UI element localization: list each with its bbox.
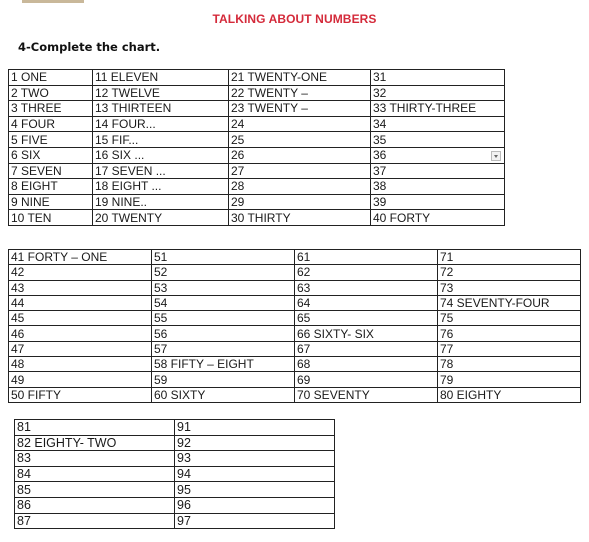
cell-text: 76 <box>440 326 454 341</box>
cell-text: 86 <box>17 498 31 513</box>
cell-text: 94 <box>177 467 191 482</box>
table-cell[interactable] <box>229 132 371 148</box>
table-cell[interactable] <box>15 435 175 451</box>
table-cell[interactable] <box>229 101 371 117</box>
cell-text: 59 <box>154 372 168 387</box>
table-cell[interactable] <box>229 179 371 195</box>
cell-text: 14 FOUR... <box>95 117 156 132</box>
cell-text: 15 FIF... <box>95 132 139 147</box>
table-row <box>9 311 581 326</box>
cell-text: 23 TWENTY – <box>231 101 308 116</box>
table-cell[interactable] <box>295 341 438 356</box>
exercise-instruction: 4-Complete the chart. <box>18 40 161 54</box>
table-cell[interactable] <box>15 420 175 436</box>
cell-text: 13 THIRTEEN <box>95 101 172 116</box>
cell-text: 69 <box>297 372 311 387</box>
cell-text: 56 <box>154 326 168 341</box>
table-row <box>9 70 505 86</box>
cell-text: 77 <box>440 341 454 356</box>
cell-text: 48 <box>11 357 25 372</box>
cell-text: 46 <box>11 326 25 341</box>
table-cell[interactable] <box>152 387 295 402</box>
cell-text: 35 <box>373 132 387 147</box>
cell-text: 84 <box>17 467 31 482</box>
table-row <box>15 466 335 482</box>
cell-text: 85 <box>17 482 31 497</box>
table-cell[interactable] <box>371 70 505 86</box>
table-cell[interactable] <box>438 250 581 265</box>
table-cell[interactable] <box>93 147 229 163</box>
table-cell[interactable] <box>93 194 229 210</box>
cell-text: 10 TEN <box>11 210 52 225</box>
table-cell[interactable] <box>175 420 335 436</box>
table-cell[interactable] <box>438 357 581 372</box>
table-cell[interactable] <box>438 387 581 402</box>
table-row <box>15 435 335 451</box>
cell-text: 44 <box>11 296 25 311</box>
table-cell[interactable] <box>152 341 295 356</box>
table-cell[interactable] <box>438 280 581 295</box>
cell-text: 18 EIGHT ... <box>95 179 162 194</box>
table-cell[interactable] <box>175 466 335 482</box>
table-cell[interactable] <box>93 132 229 148</box>
cell-text: 79 <box>440 372 454 387</box>
table-row <box>9 101 505 117</box>
table-cell[interactable] <box>371 132 505 148</box>
cell-text: 47 <box>11 341 25 356</box>
table-cell[interactable] <box>371 101 505 117</box>
table-cell[interactable] <box>371 116 505 132</box>
cell-text: 80 EIGHTY <box>440 387 502 402</box>
table-row <box>15 420 335 436</box>
cell-text: 28 <box>231 179 245 194</box>
table-cell[interactable] <box>93 210 229 226</box>
table-row <box>15 513 335 529</box>
table-cell[interactable] <box>229 70 371 86</box>
table-cell[interactable] <box>175 497 335 513</box>
cell-text: 81 <box>17 420 31 435</box>
table-cell[interactable] <box>9 85 93 101</box>
cell-text: 33 THIRTY-THREE <box>373 101 477 116</box>
cell-text: 58 FIFTY – EIGHT <box>154 357 254 372</box>
table-cell[interactable] <box>229 85 371 101</box>
table-cell[interactable] <box>152 265 295 280</box>
page-title: TALKING ABOUT NUMBERS <box>212 12 377 26</box>
table-cell[interactable] <box>229 116 371 132</box>
table-cell[interactable] <box>295 265 438 280</box>
cell-text: 8 EIGHT <box>11 179 58 194</box>
table-cell[interactable] <box>371 85 505 101</box>
table-cell[interactable] <box>371 179 505 195</box>
cell-text: 87 <box>17 513 31 528</box>
table-row <box>15 497 335 513</box>
cell-text: 32 <box>373 85 387 100</box>
table-cell[interactable] <box>295 295 438 310</box>
table-cell[interactable] <box>175 451 335 467</box>
cell-text: 36 <box>373 148 387 163</box>
table-cell[interactable] <box>438 326 581 341</box>
table-row <box>15 451 335 467</box>
table-cell[interactable] <box>438 341 581 356</box>
numbers-chart-1-40 <box>8 69 505 226</box>
table-row <box>9 194 505 210</box>
cell-text: 39 <box>373 195 387 210</box>
table-cell[interactable] <box>9 116 93 132</box>
cell-text: 63 <box>297 280 311 295</box>
cell-text: 83 <box>17 451 31 466</box>
cell-text: 93 <box>177 451 191 466</box>
cell-text: 38 <box>373 179 387 194</box>
table-cell[interactable] <box>9 341 152 356</box>
table-row <box>9 163 505 179</box>
table-cell[interactable] <box>9 101 93 117</box>
table-cell[interactable] <box>295 311 438 326</box>
table-cell[interactable] <box>9 372 152 387</box>
cell-text: 45 <box>11 311 25 326</box>
cell-text: 70 SEVENTY <box>297 387 370 402</box>
table-cell[interactable] <box>175 482 335 498</box>
cell-text: 4 FOUR <box>11 117 56 132</box>
cell-text: 16 SIX ... <box>95 148 145 163</box>
table-row <box>9 179 505 195</box>
cell-text: 34 <box>373 117 387 132</box>
cell-text: 67 <box>297 341 311 356</box>
cell-text: 54 <box>154 296 168 311</box>
table-cell[interactable] <box>15 497 175 513</box>
cell-text: 57 <box>154 341 168 356</box>
cell-text: 1 ONE <box>11 70 48 85</box>
table-cell[interactable] <box>371 163 505 179</box>
cell-text: 26 <box>231 148 245 163</box>
cell-text: 62 <box>297 265 311 280</box>
table-row <box>9 250 581 265</box>
table-cell[interactable] <box>152 295 295 310</box>
table-row <box>9 147 505 163</box>
cell-text: 92 <box>177 435 191 450</box>
cell-text: 7 SEVEN <box>11 163 62 178</box>
table-cell[interactable] <box>152 357 295 372</box>
cell-text: 37 <box>373 163 387 178</box>
table-cell[interactable] <box>229 210 371 226</box>
table-cell[interactable] <box>175 435 335 451</box>
table-cell[interactable] <box>93 163 229 179</box>
cell-text: 43 <box>11 280 25 295</box>
cell-text: 9 NINE <box>11 195 50 210</box>
cell-text: 17 SEVEN ... <box>95 163 166 178</box>
table-cell[interactable] <box>9 250 152 265</box>
table-row <box>9 295 581 310</box>
table-cell[interactable] <box>93 70 229 86</box>
cell-text: 49 <box>11 372 25 387</box>
table-row <box>9 265 581 280</box>
cell-text: 31 <box>373 70 387 85</box>
cell-text: 6 SIX <box>11 148 41 163</box>
cell-text: 2 TWO <box>11 85 49 100</box>
cell-text: 24 <box>231 117 245 132</box>
table-row <box>9 357 581 372</box>
table-cell[interactable] <box>152 372 295 387</box>
table-cell[interactable] <box>152 311 295 326</box>
cell-text: 78 <box>440 357 454 372</box>
table-cell[interactable] <box>9 387 152 402</box>
table-cell[interactable] <box>152 280 295 295</box>
table-cell[interactable] <box>229 163 371 179</box>
table-row <box>15 482 335 498</box>
table-cell[interactable] <box>93 101 229 117</box>
table-row <box>9 280 581 295</box>
chevron-down-icon[interactable] <box>491 151 501 161</box>
table-cell[interactable] <box>438 311 581 326</box>
cell-text: 30 THIRTY <box>231 210 291 225</box>
cell-text: 60 SIXTY <box>154 387 206 402</box>
table-cell[interactable] <box>229 147 371 163</box>
cell-text: 65 <box>297 311 311 326</box>
table-cell[interactable] <box>9 147 93 163</box>
table-row <box>9 387 581 402</box>
table-cell[interactable] <box>152 326 295 341</box>
cell-text: 5 FIVE <box>11 132 48 147</box>
cell-text: 66 SIXTY- SIX <box>297 326 374 341</box>
table-cell[interactable] <box>9 70 93 86</box>
cell-text: 96 <box>177 498 191 513</box>
cell-text: 42 <box>11 265 25 280</box>
cell-text: 12 TWELVE <box>95 85 160 100</box>
cell-text: 20 TWENTY <box>95 210 163 225</box>
table-cell[interactable] <box>9 265 152 280</box>
table-cell[interactable] <box>438 295 581 310</box>
table-row <box>9 85 505 101</box>
table-cell[interactable] <box>9 357 152 372</box>
table-cell[interactable] <box>9 311 152 326</box>
cell-text: 50 FIFTY <box>11 387 62 402</box>
cell-text: 73 <box>440 280 454 295</box>
table-cell[interactable] <box>371 194 505 210</box>
table-cell[interactable] <box>295 372 438 387</box>
cell-text: 22 TWENTY – <box>231 85 308 100</box>
table-cell[interactable] <box>9 194 93 210</box>
table-row <box>9 372 581 387</box>
table-cell[interactable] <box>15 513 175 529</box>
numbers-chart-41-80 <box>8 249 581 403</box>
cell-text: 19 NINE.. <box>95 195 148 210</box>
cell-text: 61 <box>297 250 311 265</box>
cell-text: 53 <box>154 280 168 295</box>
table-cell[interactable] <box>15 451 175 467</box>
cell-text: 51 <box>154 250 168 265</box>
cell-text: 82 EIGHTY- TWO <box>17 435 117 450</box>
cell-text: 72 <box>440 265 454 280</box>
cell-text: 55 <box>154 311 168 326</box>
cell-text: 74 SEVENTY-FOUR <box>440 296 550 311</box>
table-cell[interactable] <box>295 357 438 372</box>
cell-text: 21 TWENTY-ONE <box>231 70 328 85</box>
table-cell[interactable] <box>295 387 438 402</box>
cell-text: 3 THREE <box>11 101 62 116</box>
table-cell[interactable] <box>9 210 93 226</box>
table-cell[interactable] <box>93 179 229 195</box>
cell-text: 64 <box>297 296 311 311</box>
table-cell[interactable] <box>295 280 438 295</box>
cell-text: 95 <box>177 482 191 497</box>
cell-text: 29 <box>231 195 245 210</box>
table-cell[interactable] <box>9 295 152 310</box>
cell-text: 97 <box>177 513 191 528</box>
table-row <box>9 132 505 148</box>
table-row <box>9 341 581 356</box>
cell-text: 41 FORTY – ONE <box>11 250 108 265</box>
table-cell[interactable] <box>9 326 152 341</box>
table-cell[interactable] <box>9 179 93 195</box>
cell-text: 52 <box>154 265 168 280</box>
table-cell[interactable] <box>438 372 581 387</box>
cell-text: 11 ELEVEN <box>95 70 159 85</box>
table-cell[interactable] <box>438 265 581 280</box>
table-row <box>9 116 505 132</box>
cell-text: 27 <box>231 163 245 178</box>
numbers-chart-81-97 <box>14 419 335 529</box>
table-cell[interactable] <box>371 147 505 163</box>
table-cell[interactable] <box>152 250 295 265</box>
table-cell[interactable] <box>229 194 371 210</box>
table-cell[interactable] <box>9 280 152 295</box>
cell-text: 40 FORTY <box>373 210 431 225</box>
table-cell[interactable] <box>93 85 229 101</box>
header-decoration-bar <box>22 0 84 3</box>
table-cell[interactable] <box>93 116 229 132</box>
table-cell[interactable] <box>9 132 93 148</box>
table-cell[interactable] <box>15 466 175 482</box>
cell-text: 75 <box>440 311 454 326</box>
table-row <box>9 210 505 226</box>
table-row <box>9 326 581 341</box>
table-cell[interactable] <box>9 163 93 179</box>
table-cell[interactable] <box>175 513 335 529</box>
cell-text: 91 <box>177 420 191 435</box>
cell-text: 71 <box>440 250 454 265</box>
table-cell[interactable] <box>295 250 438 265</box>
table-cell[interactable] <box>371 210 505 226</box>
table-cell[interactable] <box>295 326 438 341</box>
table-cell[interactable] <box>15 482 175 498</box>
cell-text: 25 <box>231 132 245 147</box>
cell-text: 68 <box>297 357 311 372</box>
